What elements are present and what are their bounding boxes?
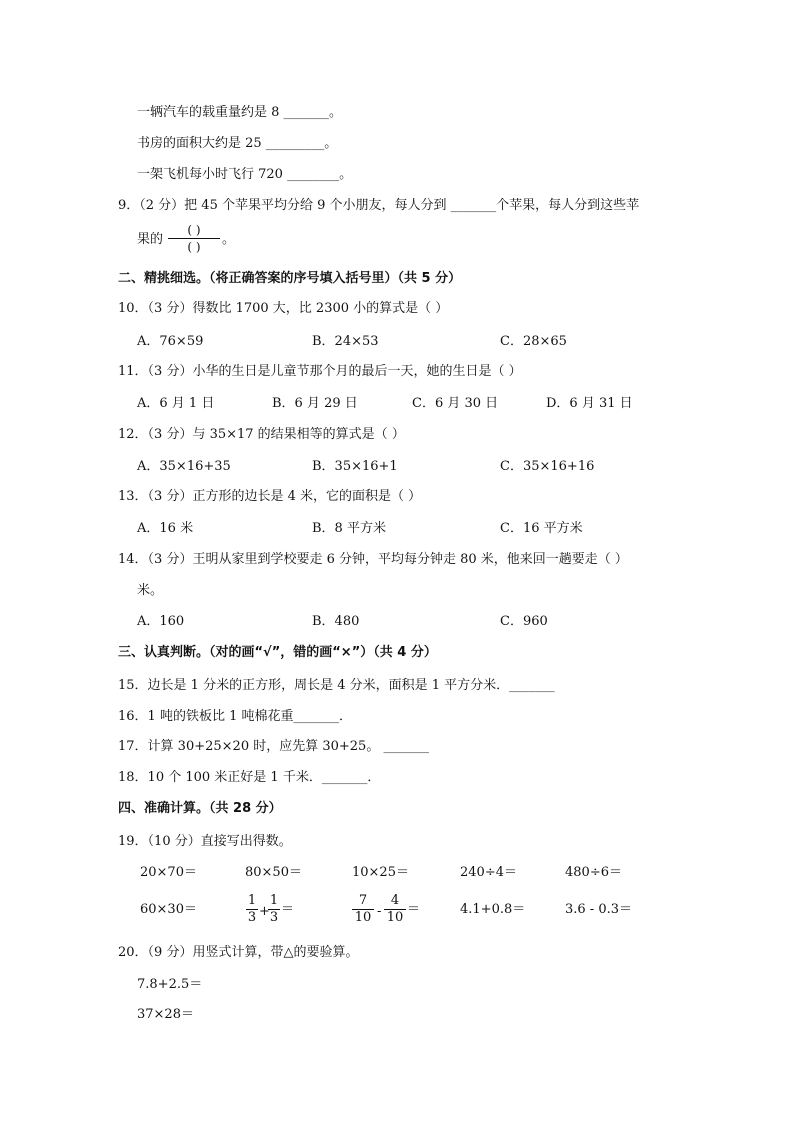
question-12-option-b: B．35×16+1 (312, 459, 398, 474)
question-11-option-b: B．6 月 29 日 (272, 396, 358, 411)
operator-equals: ＝ (281, 902, 295, 917)
fraction-numerator: 7 (358, 893, 368, 908)
question-14-option-c: C．960 (500, 614, 548, 629)
operator-plus: + (259, 904, 270, 919)
operator-equals: ＝ (407, 902, 421, 917)
question-12-stem: 12．（3 分）与 35×17 的结果相等的算式是（ ） (118, 427, 405, 442)
question-10-stem: 10．（3 分）得数比 1700 大，比 2300 小的算式是（ ） (118, 301, 449, 316)
question-10-option-c: C．28×65 (500, 334, 567, 349)
question-10-option-a: A．76×59 (137, 334, 204, 349)
question-20-stem: 20．（9 分）用竖式计算，带△的要验算。 (118, 945, 359, 960)
question-14-line1: 14．（3 分）王明从家里到学校要走 6 分钟，平均每分钟走 80 米，他来回一趟要走（ ） (118, 552, 628, 567)
calc-item: 480÷6＝ (565, 865, 622, 880)
question-11-option-c: C．6 月 30 日 (412, 396, 499, 411)
fraction-denominator: 10 (354, 910, 372, 925)
question-13-option-c: C．16 平方米 (500, 521, 583, 536)
question-9-line1: 9．（2 分）把 45 个苹果平均分给 9 个小朋友，每人分到 _______个苹果，每人分到这些苹 (118, 198, 640, 213)
fill-item-truck: 一辆汽车的载重量约是 8 _______。 (137, 105, 343, 120)
question-17: 17．计算 30+25×20 时，应先算 30+25。 _______ (118, 739, 429, 754)
section-3-title: 三、认真判断。（对的画“√”，错的画“×”）（共 4 分） (118, 645, 437, 660)
question-13-option-a: A．16 米 (137, 521, 194, 536)
fraction-denominator: ( ) (187, 240, 201, 254)
fraction-denominator: 3 (247, 910, 257, 925)
question-16: 16．1 吨的铁板比 1 吨棉花重_______． (118, 709, 352, 724)
question-13-option-b: B．8 平方米 (312, 521, 386, 536)
question-10-option-b: B．24×53 (312, 334, 379, 349)
question-15: 15．边长是 1 分米的正方形，周长是 4 分米，面积是 1 平方分米．_______ (118, 678, 555, 693)
question-14-line2: 米。 (137, 583, 164, 598)
fraction-one-third-b (268, 893, 280, 926)
question-14-option-a: A．160 (137, 614, 185, 629)
vertical-calc-item: 7.8+2.5＝ (137, 977, 203, 992)
question-11-option-d: D．6 月 31 日 (546, 396, 633, 411)
question-11-stem: 11．（3 分）小华的生日是儿童节那个月的最后一天，她的生日是（ ） (118, 364, 522, 379)
calc-item: 20×70＝ (140, 865, 197, 880)
calc-item: 3.6 - 0.3＝ (565, 902, 633, 917)
fraction-seven-tenths (352, 893, 374, 926)
calc-item: 4.1+0.8＝ (460, 902, 526, 917)
fill-item-study-room: 书房的面积大约是 25 _________。 (137, 136, 338, 151)
fraction-denominator: 3 (269, 910, 279, 925)
question-18: 18．10 个 100 米正好是 1 千米．_______． (118, 770, 381, 785)
question-14-option-b: B．480 (312, 614, 360, 629)
fraction-numerator: ( ) (187, 223, 201, 237)
operator-minus: - (377, 904, 382, 919)
calc-item: 240÷4＝ (460, 865, 517, 880)
fraction-four-tenths (384, 893, 406, 926)
section-2-title: 二、精挑细选。（将正确答案的序号填入括号里）（共 5 分） (118, 271, 462, 286)
question-19-stem: 19．（10 分）直接写出得数。 (118, 834, 292, 849)
fraction-numerator: 1 (247, 893, 257, 908)
fraction-denominator: 10 (386, 910, 404, 925)
question-12-option-a: A．35×16+35 (137, 459, 231, 474)
question-13-stem: 13．（3 分）正方形的边长是 4 米，它的面积是（ ） (118, 489, 422, 504)
question-9-line2-suffix: 。 (222, 232, 236, 247)
vertical-calc-item: 37×28＝ (137, 1007, 194, 1022)
question-12-option-c: C．35×16+16 (500, 459, 595, 474)
calc-item: 60×30＝ (140, 902, 197, 917)
question-9-line2-prefix: 果的 (137, 232, 164, 247)
calc-item: 80×50＝ (245, 865, 302, 880)
fraction-numerator: 1 (269, 893, 279, 908)
section-4-title: 四、准确计算。（共 28 分） (118, 801, 282, 816)
fraction-one-third-a (246, 893, 258, 926)
question-9-fraction (168, 222, 220, 255)
calc-item: 10×25＝ (352, 865, 409, 880)
fill-item-airplane: 一架飞机每小时飞行 720 ________。 (137, 167, 353, 182)
fraction-numerator: 4 (390, 893, 400, 908)
question-11-option-a: A．6 月 1 日 (137, 396, 215, 411)
